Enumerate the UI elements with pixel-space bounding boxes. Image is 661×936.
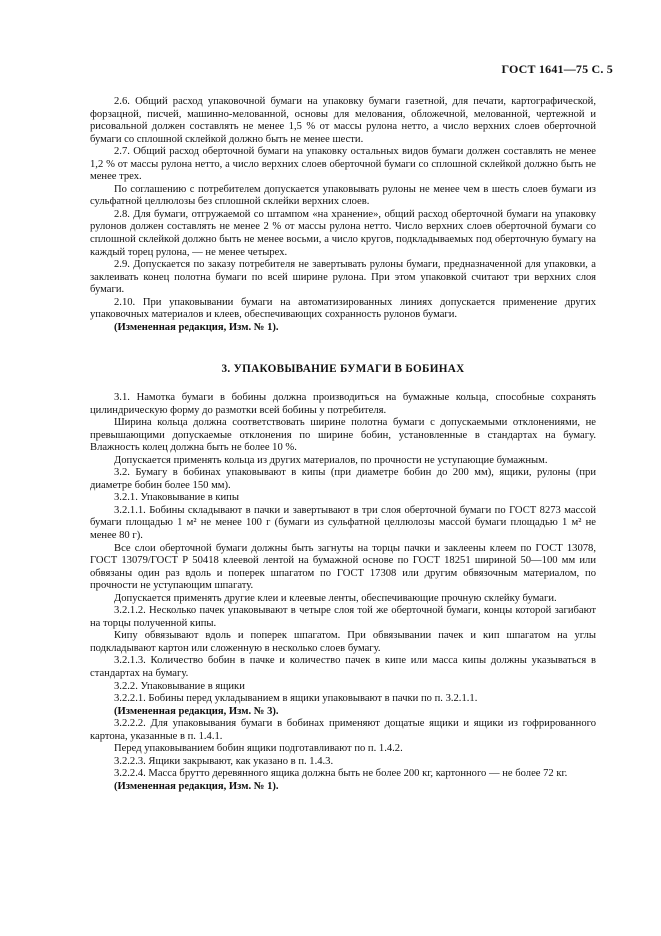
paragraph-3-2-2-3: 3.2.2.3. Ящики закрывают, как указано в п. 1.4.3.	[114, 755, 334, 767]
edition-note: (Измененная редакция, Изм. № 1).	[114, 321, 279, 333]
paragraph-2-6: 2.6. Общий расход упаковочной бумаги на упаковку бумаги газетной, для печати, картографической, форзацной, писчей, машинно-мелованной, основы для мелования, обложечной, мелованной, чертежной и рисовальной должен составлять не менее 1,5 % от массы рулона нетто, а число верхних слоев оберточной бумаги со сплошной склейкой должно быть не менее шести.	[90, 96, 596, 145]
paragraph-ring-materials: Допускается применять кольца из других материалов, по прочности не уступающие бумажным.	[114, 454, 548, 466]
paragraph-2-8: 2.8. Для бумаги, отгружаемой со штампом «на хранение», общий расход оберточной бумаги на упаковку рулонов должен составлять не менее 2 % от массы рулона нетто. Число верхних слоев оберточной бумаги со сплошной склейкой должно быть не менее восьми, а число кругов, подкладываемых под оберточную бумагу на каждый торец рулона, — не менее четырех.	[90, 208, 596, 258]
paragraph-3-2-2-2: 3.2.2.2. Для упаковывания бумаги в бобинах применяют дощатые ящики и ящики из гофрированного картона, указанные в п. 1.4.1.	[90, 718, 596, 742]
paragraph-2-10: 2.10. При упаковывании бумаги на автоматизированных линиях допускается применение других упаковочных материалов и клеев, обеспечивающих сохранность рулонов бумаги.	[90, 296, 596, 321]
section-2-text	[90, 96, 596, 334]
section-3-text	[90, 392, 596, 794]
paragraph-2-9: 2.9. Допускается по заказу потребителя не завертывать рулоны бумаги, предназначенной для упаковки, а заклеивать конец полотна бумаги по всей ширине рулона. При этом упаковкой считают три верхних слоя бумаги.	[90, 259, 596, 296]
paragraph-ring-width: Ширина кольца должна соответствовать ширине полотна бумаги с допускаемыми отклонениями, не превышающими допускаемые отклонения по ширине бобин, установленные в стандартах на бумагу. Влажность колец должна быть не более 10 %.	[90, 417, 596, 454]
paragraph-2-7: 2.7. Общий расход оберточной бумаги на упаковку остальных видов бумаги должен составлять не менее 1,2 % от массы рулона нетто, а число верхних слоев оберточной бумаги со сплошной склейкой должно быть не менее трех.	[90, 146, 596, 183]
paragraph-3-2-2: 3.2.2. Упаковывание в ящики	[114, 680, 245, 692]
paragraph-box-prep: Перед упаковыванием бобин ящики подготавливают по п. 1.4.2.	[114, 743, 403, 755]
paragraph-3-1: 3.1. Намотка бумаги в бобины должна производиться на бумажные кольца, способные сохранять цилиндрическую форму до размотки всей бобины у потребителя.	[90, 392, 596, 416]
paragraph-wrap-layers: Все слои оберточной бумаги должны быть загнуты на торцы пачки и заклеены клеем по ГОСТ 13078, ГОСТ 13079/ГОСТ Р 50418 клеевой лентой на бумажной основе по ГОСТ 18251 шириной 50—100 мм или обвязаны один раз вдоль и поперек шпагатом по ГОСТ 17308 или другим обвязочным материалом, по прочности не уступающим шпагату.	[90, 542, 596, 592]
edition-note-3: (Измененная редакция, Изм. № 3).	[114, 705, 279, 717]
paragraph-3-2: 3.2. Бумагу в бобинах упаковывают в кипы (при диаметре бобин до 200 мм), ящики, рулоны (при диаметре бобин более 150 мм).	[90, 467, 596, 491]
paragraph-3-2-1: 3.2.1. Упаковывание в кипы	[114, 492, 239, 504]
paragraph-3-2-1-1: 3.2.1.1. Бобины складывают в пачки и завертывают в три слоя оберточной бумаги по ГОСТ 8273 массой бумаги площадью 1 м² не менее 100 г (бумаги из сульфатной целлюлозы массой бумаги площадью 1 м² не менее 80 г).	[90, 504, 596, 542]
page-header: ГОСТ 1641—75 С. 5	[501, 62, 613, 76]
paragraph-agreement: По соглашению с потребителем допускается упаковывать рулоны не менее чем в шесть слоев бумаги из сульфатной целлюлозы без сплошной склейки верхних слоев.	[90, 183, 596, 208]
paragraph-3-2-2-1: 3.2.2.1. Бобины перед укладыванием в ящики упаковывают в пачки по п. 3.2.1.1.	[114, 693, 478, 705]
paragraph-3-2-1-3: 3.2.1.3. Количество бобин в пачке и количество пачек в кипе или масса кипы должны указываться в стандартах на бумагу.	[90, 655, 596, 680]
section-3-title: 3. УПАКОВЫВАНИЕ БУМАГИ В БОБИНАХ	[221, 363, 465, 375]
paragraph-bale-tying: Кипу обвязывают вдоль и поперек шпагатом. При обвязывании пачек и кип шпагатом на углы подкладывают картон или сложенную в несколько слоев бумагу.	[90, 630, 596, 654]
paragraph-3-2-2-4: 3.2.2.4. Масса брутто деревянного ящика должна быть не более 200 кг, картонного — не более 72 кг.	[114, 768, 568, 780]
paragraph-3-2-1-2: 3.2.1.2. Несколько пачек упаковывают в четыре слоя той же оберточной бумаги, концы которой загибают на торцы полученной кипы.	[90, 605, 596, 629]
paragraph-other-glues: Допускается применять другие клеи и клеевые ленты, обеспечивающие прочную склейку бумаги.	[114, 592, 557, 604]
edition-note-1: (Измененная редакция, Изм. № 1).	[114, 780, 279, 792]
